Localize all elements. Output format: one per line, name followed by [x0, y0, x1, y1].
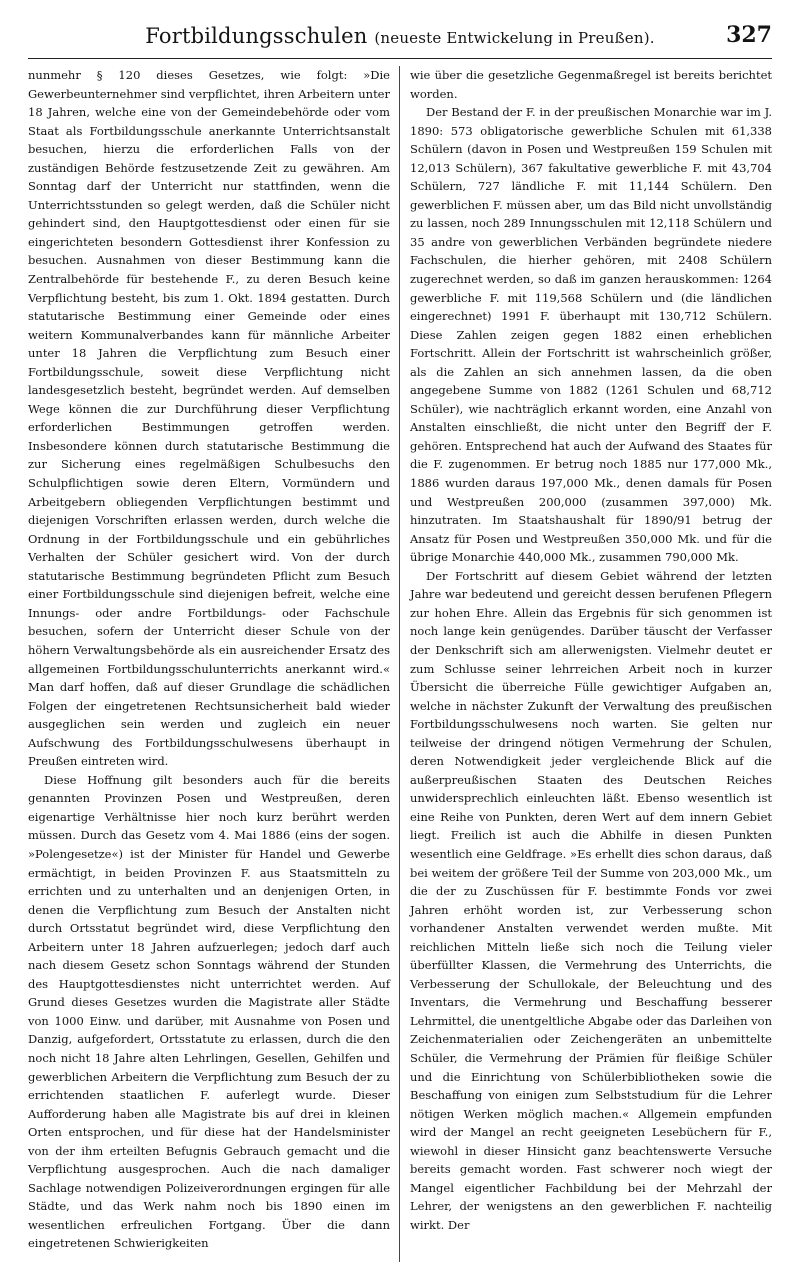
running-head	[28, 22, 772, 59]
paragraph: Der Bestand der F. in der preußischen Monarchie war im J. 1890: 573 obligatorische gewerbliche Schulen mit 61,338 Schülern (davon in Posen und Westpreußen 159 Schulen mit 12,013 Schülern), 367 fakultative gewerbliche F. mit 43,704 Schülern, 727 ländliche F. mit 11,144 Schülern. Den gewerblichen F. müssen aber, um das Bild nicht unvollständig zu lassen, noch 289 Innungsschulen mit 12,118 Schülern und 35 andre von gewerblichen Verbänden begründete niedere Fachschulen, die hierher gehören, mit 2408 Schülern zugerechnet werden, so daß im ganzen herauskommen: 1264 gewerbliche F. mit 119,568 Schülern und (die ländlichen eingerechnet) 1991 F. überhaupt mit 130,712 Schülern. Diese Zahlen zeigen gegen 1882 einen erheblichen Fortschritt. Allein der Fortschritt ist wahrscheinlich größer, als die Zahlen an sich annehmen lassen, da die oben angegebene Summe von 1882 (1261 Schulen und 68,712 Schüler), wie nachträglich erkannt worden, eine Anzahl von Anstalten einschließt, die nicht unter den Begriff der F. gehören. Entsprechend hat auch der Aufwand des Staates für die F. zugenommen. Er betrug noch 1885 nur 177,000 Mk., 1886 wurden daraus 197,000 Mk., denen damals für Posen und Westpreußen 200,000 (zusammen 397,000) Mk. hinzutraten. Im Staatshaushalt für 1890/91 betrug der Ansatz für Posen und Westpreußen 350,000 Mk. und für die übrige Monarchie 440,000 Mk., zusammen 790,000 Mk.	[410, 105, 772, 565]
book-page	[28, 22, 772, 1262]
text-columns	[28, 66, 772, 1262]
paragraph: wie über die gesetzliche Gegenmaßregel ist bereits berichtet worden.	[410, 68, 772, 101]
column-divider	[399, 66, 400, 1262]
paragraph: nunmehr § 120 dieses Gesetzes, wie folgt: »Die Gewerbeunternehmer sind verpflichtet, ihren Arbeitern unter 18 Jahren, welche eine von der Gemeindebehörde oder vom Staat als Fortbildungsschule anerkannte Unterrichtsanstalt besuchen, hierzu die erforderlichen Falls von der zuständigen Behörde festzusetzende Zeit zu gewähren. Am Sonntag darf der Unterricht nur stattfinden, wenn die Unterrichtsstunden so gelegt werden, daß die Schüler nicht gehindert sind, den Hauptgottesdienst oder einen für sie eingerichteten besondern Gottesdienst ihrer Konfession zu besuchen. Ausnahmen von dieser Bestimmung kann die Zentralbehörde für bestehende F., zu deren Besuch keine Verpflichtung besteht, bis zum 1. Okt. 1894 gestatten. Durch statutarische Bestimmung einer Gemeinde oder eines weitern Kommunalverbandes kann für männliche Arbeiter unter 18 Jahren die Verpflichtung zum Besuch einer Fortbildungsschule, soweit diese Verpflichtung nicht landesgesetzlich besteht, begründet werden. Auf demselben Wege können die zur Durchführung dieser Verpflichtung erforderlichen Bestimmungen getroffen werden. Insbesondere können durch statutarische Bestimmung die zur Sicherung eines regelmäßigen Schulbesuchs den Schulpflichtigen sowie deren Eltern, Vormündern und Arbeitgebern obliegenden Verpflichtungen bestimmt und diejenigen Vorschriften erlassen werden, durch welche die Ordnung in der Fortbildungsschule und ein gebührliches Verhalten der Schüler gesichert wird. Von der durch statutarische Bestimmung begründeten Pflicht zum Besuch einer Fortbildungsschule sind diejenigen befreit, welche eine Innungs- oder andre Fortbildungs- oder Fachschule besuchen, sofern der Unterricht dieser Schule von der höhern Verwaltungsbehörde als ein ausreichender Ersatz des allgemeinen Fortbildungsschulunterrichts anerkannt wird.« Man darf hoffen, daß auf dieser Grundlage die schädlichen Folgen der eingetretenen Rechtsunsicherheit bald wieder ausgeglichen sein werden und zugleich ein neuer Aufschwung des Fortbildungsschulwesens überhaupt in Preußen eintreten wird.	[28, 68, 390, 769]
left-column	[28, 66, 390, 1253]
page-title	[28, 24, 772, 48]
paragraph: Diese Hoffnung gilt besonders auch für die bereits genannten Provinzen Posen und Westpreußen, deren eigenartige Verhältnisse hier noch kurz berührt werden müssen. Durch das Gesetz vom 4. Mai 1886 (eins der sogen. »Polengesetze«) ist der Minister für Handel und Gewerbe ermächtigt, in beiden Provinzen F. aus Staatsmitteln zu errichten und zu unterhalten und an denjenigen Orten, in denen die Verpflichtung zum Besuch der Anstalten nicht durch Ortsstatut begründet wird, diese Verpflichtung den Arbeitern unter 18 Jahren aufzuerlegen; jedoch darf auch nach diesem Gesetz schon Sonntags während der Stunden des Hauptgottesdienstes nicht unterrichtet werden. Auf Grund dieses Gesetzes wurden die Magistrate aller Städte von 1000 Einw. und darüber, mit Ausnahme von Posen und Danzig, aufgefordert, Ortsstatute zu erlassen, durch die den noch nicht 18 Jahre alten Lehrlingen, Gesellen, Gehilfen und gewerblichen Arbeitern die Verpflichtung zum Besuch der zu errichtenden staatlichen F. auferlegt wurde. Dieser Aufforderung haben alle Magistrate bis auf drei in kleinen Orten entsprochen, und für diese hat der Handelsminister von der ihm erteilten Befugnis Gebrauch gemacht und die Verpflichtung ausgesprochen. Auch die nach damaliger Sachlage notwendigen Polizeiverordnungen ergingen für alle Städte, und das Werk nahm noch bis 1890 einen im wesentlichen erfreulichen Fortgang. Über die dann eingetretenen Schwierigkeiten	[28, 772, 390, 1251]
paragraph: Der Fortschritt auf diesem Gebiet während der letzten Jahre war bedeutend und gereicht dessen berufenen Pflegern zur hohen Ehre. Allein das Ergebnis für sich genommen ist noch lange kein genügendes. Darüber täuscht der Verfasser der Denkschrift sich am allerwenigsten. Vielmehr deutet er zum Schlusse seiner lehrreichen Arbeit noch in kurzer Übersicht die überreiche Fülle gewichtiger Aufgaben an, welche in nächster Zukunft der Verwaltung des preußischen Fortbildungsschulwesens noch warten. Sie gelten nur teilweise der dringend nötigen Vermehrung der Schulen, deren Notwendigkeit jeder vergleichende Blick auf die außerpreußischen Staaten des Deutschen Reiches unwidersprechlich einleuchten läßt. Ebenso wesentlich ist eine Reihe von Punkten, deren Wert auf dem innern Gebiet liegt. Freilich ist auch die Abhilfe in diesen Punkten wesentlich eine Geldfrage. »Es erhellt dies schon daraus, daß bei weitem der größere Teil der Summe von 203,000 Mk., um die der zu Zuschüssen für F. bestimmte Fonds vor zwei Jahren erhöht worden ist, zur Verbesserung schon vorhandener Anstalten verwendet werden mußte. Mit reichlichen Mitteln ließe sich noch die Teilung vieler überfüllter Klassen, die Vermehrung des Unterrichts, die Verbesserung der Schullokale, der Beleuchtung und des Inventars, die Vermehrung und Beschaffung besserer Lehrmittel, die unentgeltliche Abgabe oder das Darleihen von Zeichenmaterialien oder Zeichengeräten an unbemittelte Schüler, die Vermehrung der Prämien für fleißige Schüler und die Einrichtung von Schülerbibliotheken sowie die Beschaffung von einigen zum Selbststudium für die Lehrer nötigen Werken möglich machen.« Allgemein empfunden wird der Mangel an recht geeigneten Lesebüchern für F., wiewohl in dieser Hinsicht ganz beachtenswerte Versuche bereits gemacht worden. Fast schwerer noch wiegt der Mangel eigentlicher Fachbildung bei der Mehrzahl der Lehrer, der wenigstens an den gewerblichen F. nachteilig wirkt. Der	[410, 568, 772, 1232]
right-column	[410, 66, 772, 1234]
running-subtitle: (neueste Entwickelung in Preußen).	[374, 29, 655, 47]
running-title: Fortbildungsschulen	[145, 24, 368, 48]
page-number: 327	[726, 22, 772, 48]
